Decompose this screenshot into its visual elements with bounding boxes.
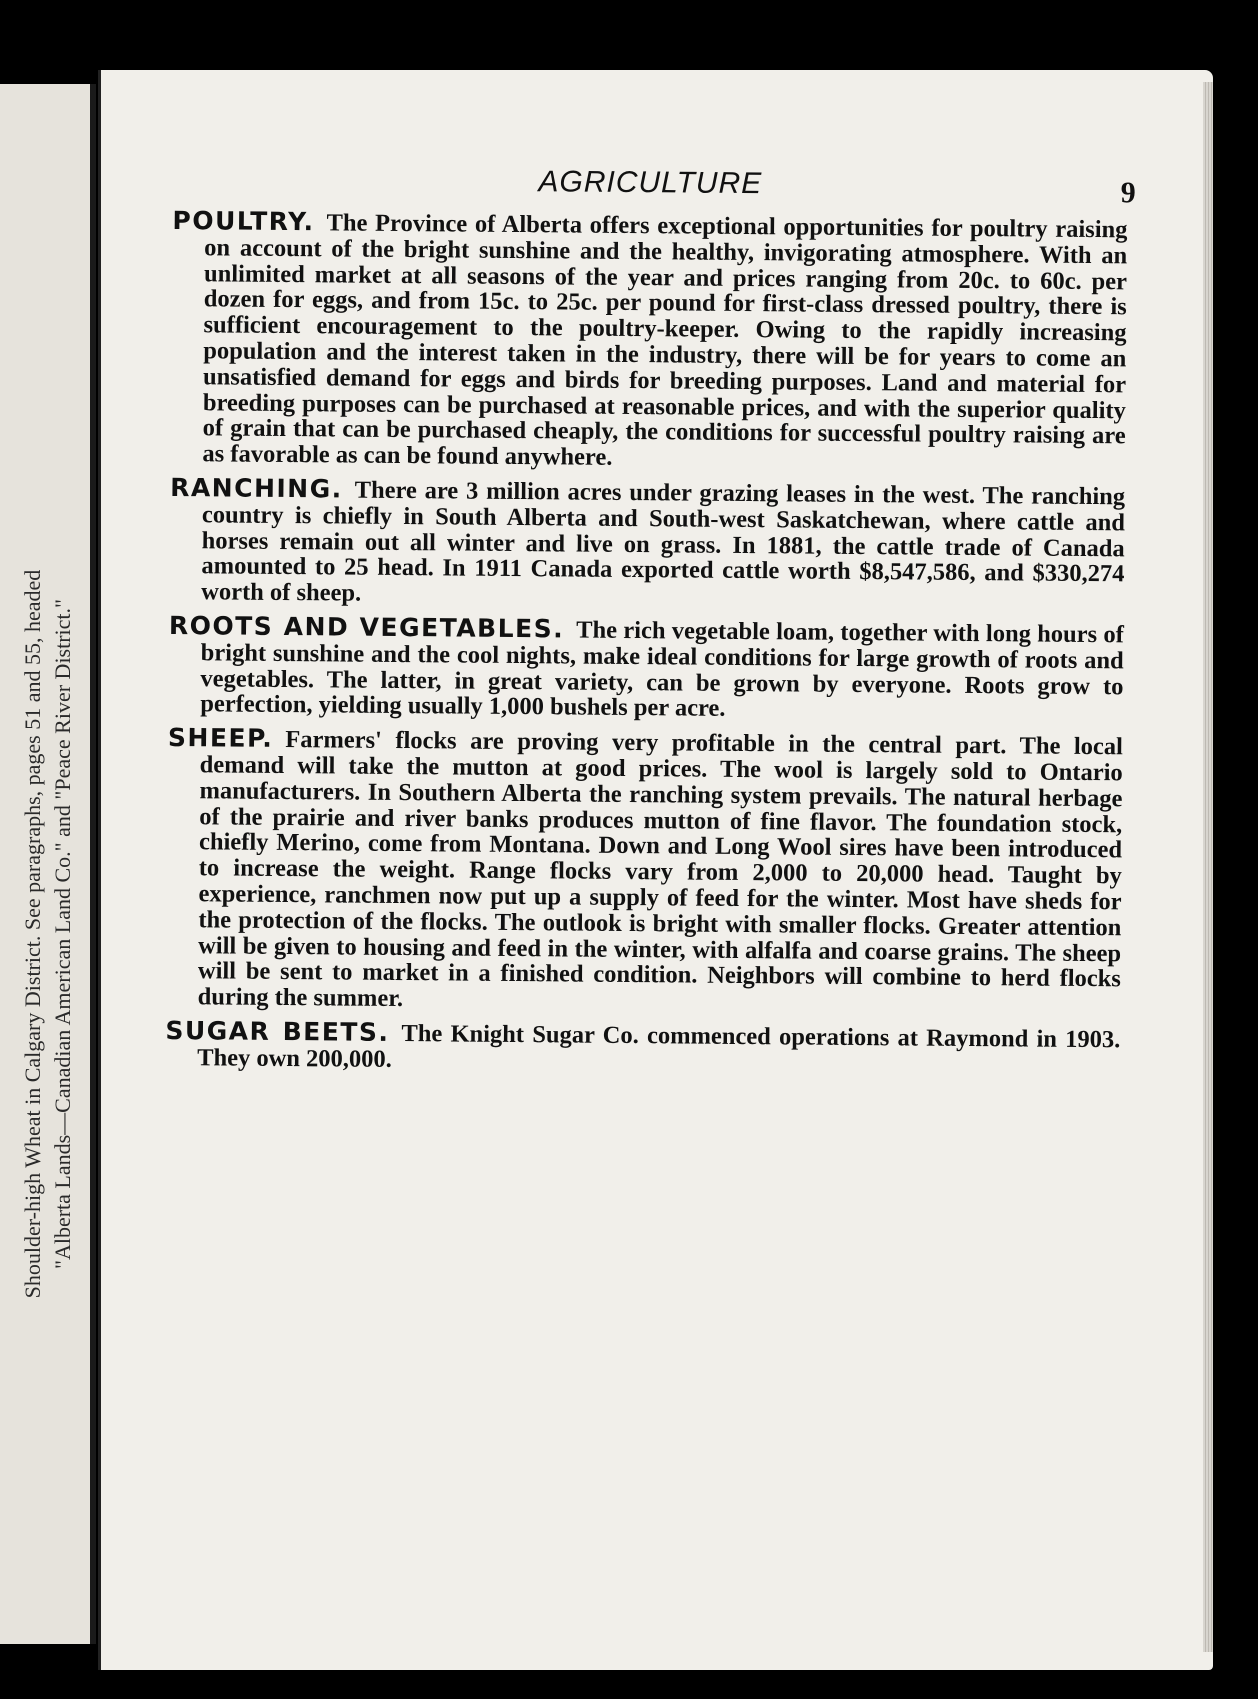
section-sheep bbox=[166, 725, 1123, 1018]
section-roots-and-vegetables bbox=[168, 610, 1125, 726]
section-sugar-beets bbox=[165, 1015, 1121, 1079]
section-heading: RANCHING. bbox=[170, 472, 343, 504]
section-heading: POULTRY. bbox=[172, 205, 315, 237]
book-page bbox=[98, 70, 1213, 1670]
section-heading: SHEEP. bbox=[167, 723, 274, 754]
section-heading: SUGAR BEETS. bbox=[165, 1015, 390, 1047]
book-gutter bbox=[90, 84, 96, 1644]
margin-caption-line-1: Shoulder-high Wheat in Calgary District. See paragraphs, pages 51 and 55, headed bbox=[20, 569, 45, 1299]
section-body: The Knight Sugar Co. commenced operations at Raymond in 1903. They own 200,000. bbox=[197, 1019, 1121, 1073]
running-head bbox=[173, 162, 1136, 216]
section-body: Farmers' flocks are proving very profitable in the central part. The local demand will take the mutton at good prices. The wool is largely sold to Ontario manufacturers. In Southern Alberta the ranching system prevails. The natural herbage of the prairie and river banks produces mutton of fine flavor. The foundation stock, chiefly Merino, come from Montana. Down and Long Wool sires have been introduced to increase the weight. Range flocks vary from 2,000 to 20,000 head. Taught by experience, ranchmen now put up a supply of feed for the winter. Most have sheds for the protection of the flocks. The outlook is bright with smaller flocks. Greater attention will be given to housing and feed in the winter, with alfalfa and coarse grains. The sheep will be sent to market in a finished condition. Neighbors will combine to herd flocks during the summer. bbox=[197, 726, 1124, 1013]
section-body: The rich vegetable loam, together with long hours of bright sunshine and the cool nights, make ideal conditions for large growth of roots and vegetables. The latter, in great variety, can be grown by everyone. Roots grow to perfection, yielding usually 1,000 bushels per acre. bbox=[200, 616, 1125, 723]
section-body: The Province of Alberta offers exceptional opportunities for poultry raising on account of the bright sunshine and the healthy, invigorating atmosphere. With an unlimited market at all seasons of the year and prices ranging from 20c. to 60c. per dozen for eggs, and from 15c. to 25c. per pound for first-class dressed poultry, there is sufficient encouragement to the poultry-keeper. Owing to the rapidly increasing population and the interest taken in the industry, there will be for years to come an unsatisfied demand for eggs and birds for breeding purposes. Land and material for breeding purposes can be purchased at reasonable prices, and with the superior quality of grain that can be purchased cheaply, the conditions for successful poultry raising are as favorable as can be found anywhere. bbox=[202, 209, 1128, 472]
facing-page-edge bbox=[0, 84, 96, 1644]
section-poultry bbox=[170, 205, 1128, 475]
margin-caption bbox=[18, 194, 78, 1674]
page-number: 9 bbox=[1120, 176, 1136, 210]
section-ranching bbox=[169, 472, 1126, 613]
running-title: AGRICULTURE bbox=[538, 165, 763, 201]
page-stack-edge bbox=[1203, 82, 1213, 1652]
section-body: There are 3 million acres under grazing leases in the west. The ranching country is chiefly in South Alberta and South-west Saskatchewan, where cattle and horses remain out all winter and live on grass. In 1881, the cattle trade of Canada amounted to 25 head. In 1911 Canada exported cattle worth $8,547,586, and $330,274 worth of sheep. bbox=[201, 476, 1126, 607]
section-heading: ROOTS AND VEGETABLES. bbox=[168, 610, 565, 644]
page-content bbox=[165, 162, 1136, 1087]
margin-caption-line-2: "Alberta Lands—Canadian American Land Co." and "Peace River District." bbox=[50, 598, 75, 1270]
